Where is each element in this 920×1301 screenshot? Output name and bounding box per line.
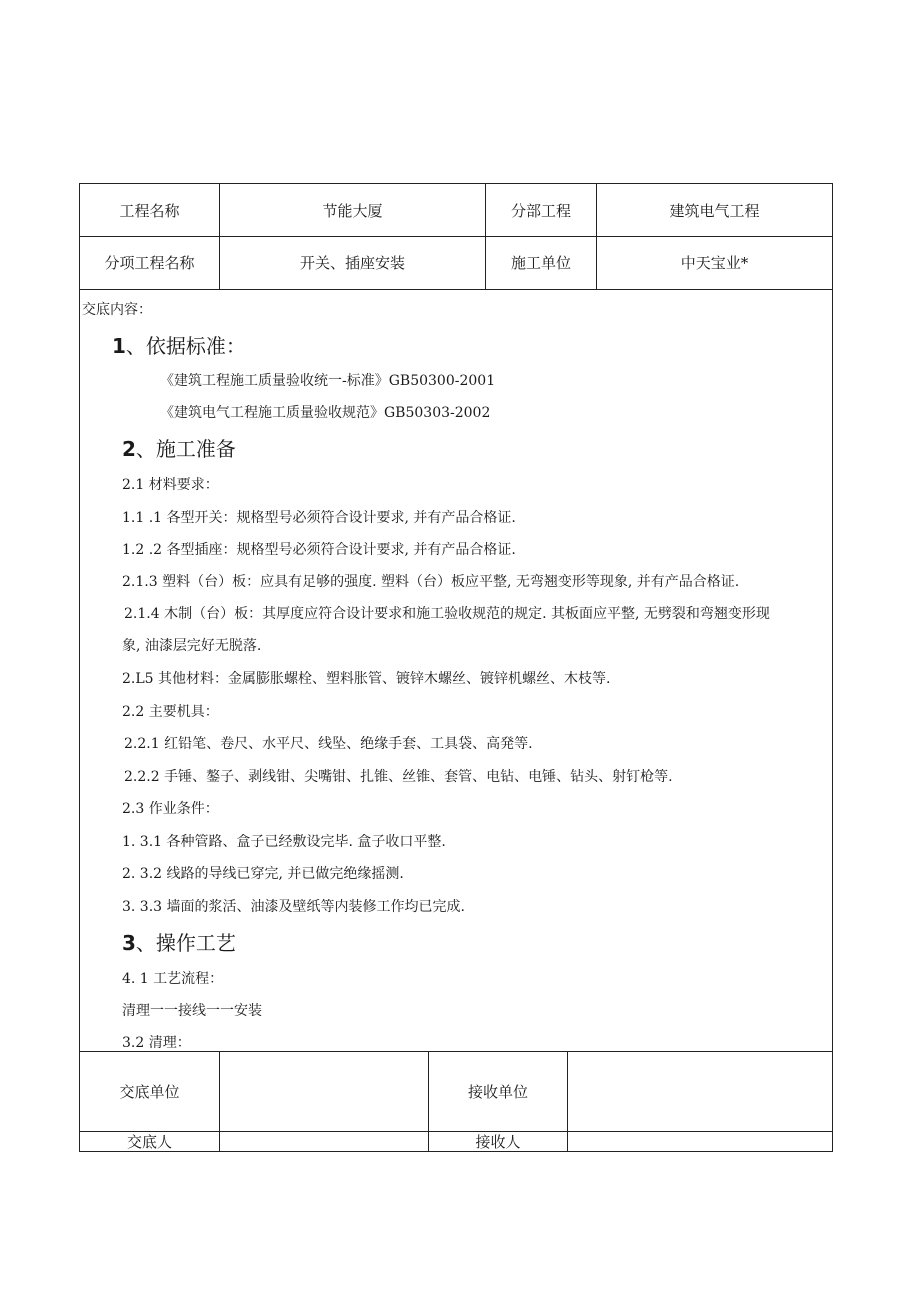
header-row-2 [80, 236, 832, 290]
receiver-unit-value [568, 1052, 832, 1131]
receiver-value [568, 1130, 832, 1152]
wood-board-requirement-2: 象, 油漆层完好无脱落. [122, 638, 262, 654]
other-materials: 2.L5 其他材料：金属膨胀螺栓、塑料胀管、镀锌木螺丝、镀锌机螺丝、木枝等. [122, 671, 611, 687]
process-flow-heading: 4. 1 工艺流程： [122, 971, 224, 987]
disclosure-content [80, 289, 832, 1051]
project-name-value: 节能大厦 [220, 184, 486, 236]
standard-2: 《建筑电气工程施工质量验收规范》GB50303-2002 [160, 405, 491, 421]
section-3-number: 3 [122, 931, 136, 955]
content-intro: 交底内容： [82, 302, 152, 318]
project-name-label: 工程名称 [80, 184, 220, 236]
header-row-1 [80, 184, 832, 237]
contractor-label: 施工单位 [486, 236, 597, 289]
section-2-number: 2 [122, 437, 136, 461]
section-1-number: 1 [112, 334, 126, 358]
subitem-label: 分项工程名称 [80, 236, 220, 289]
plastic-board-requirement: 2.1.3 塑料（台）板：应具有足够的强度. 塑料（台）板应平整, 无弯翘变形等现象, 并有产品合格证. [122, 574, 740, 590]
conditions-heading: 2.3 作业条件： [122, 801, 219, 817]
division-value: 建筑电气工程 [669, 201, 760, 220]
section-2-title: 、施工准备 [135, 437, 236, 461]
receiver-unit-label: 接收单位 [429, 1052, 568, 1131]
section-3-heading [122, 927, 236, 956]
process-flow: 清理一一接线一一安装 [122, 1003, 262, 1019]
materials-heading: 2.1 材料要求： [122, 477, 219, 493]
tools-heading: 2.2 主要机具： [122, 704, 219, 720]
subitem-value: 开关、插座安装 [220, 236, 486, 289]
issuer-unit-value [220, 1052, 429, 1131]
wood-board-requirement-1: 2.1.4 木制（台）板：其厚度应符合设计要求和施工验收规范的规定. 其板面应平整, 无劈裂和弯翘变形现 [124, 606, 770, 622]
condition-1: 1. 3.1 各种管路、盒子已经敷设完毕. 盒子收口平整. [122, 834, 446, 850]
standard-1: 《建筑工程施工质量验收统一-标准》GB50300-2001 [160, 373, 496, 389]
issuer-label: 交底人 [80, 1130, 220, 1152]
issuer-value [220, 1130, 429, 1152]
condition-3: 3. 3.3 墙面的浆活、油漆及壁纸等内装修工作均已完成. [122, 899, 465, 915]
switch-requirement: 1.1 .1 各型开关：规格型号必须符合设计要求, 并有产品合格证. [122, 510, 516, 526]
section-2-heading [122, 433, 236, 462]
condition-2: 2. 3.2 线路的导线已穿完, 并已做完绝缘摇测. [122, 866, 404, 882]
socket-requirement: 1.2 .2 各型插座：规格型号必须符合设计要求, 并有产品合格证. [122, 542, 516, 558]
disclosure-form [79, 183, 833, 1152]
contractor-value: 中天宝业* [680, 254, 749, 272]
division-label: 分部工程 [486, 184, 597, 236]
tools-list-2: 2.2.2 手锤、鏊子、剥线钳、尖嘴钳、扎锥、丝锥、套管、电钻、电锤、钻头、射钉枪等. [124, 769, 673, 785]
issuer-unit-label: 交底单位 [80, 1052, 220, 1131]
cleaning-heading: 3.2 清理： [122, 1035, 191, 1051]
receiver-label: 接收人 [429, 1130, 568, 1152]
section-1-title: 、依据标准： [125, 334, 246, 358]
section-3-title: 、操作工艺 [135, 931, 236, 955]
tools-list-1: 2.2.1 红铅笔、卷尺、水平尺、线坠、绝缘手套、工具袋、高発等. [124, 736, 533, 752]
footer-row-1 [80, 1051, 832, 1132]
section-1-heading [112, 330, 246, 359]
footer-row-2 [80, 1130, 832, 1152]
